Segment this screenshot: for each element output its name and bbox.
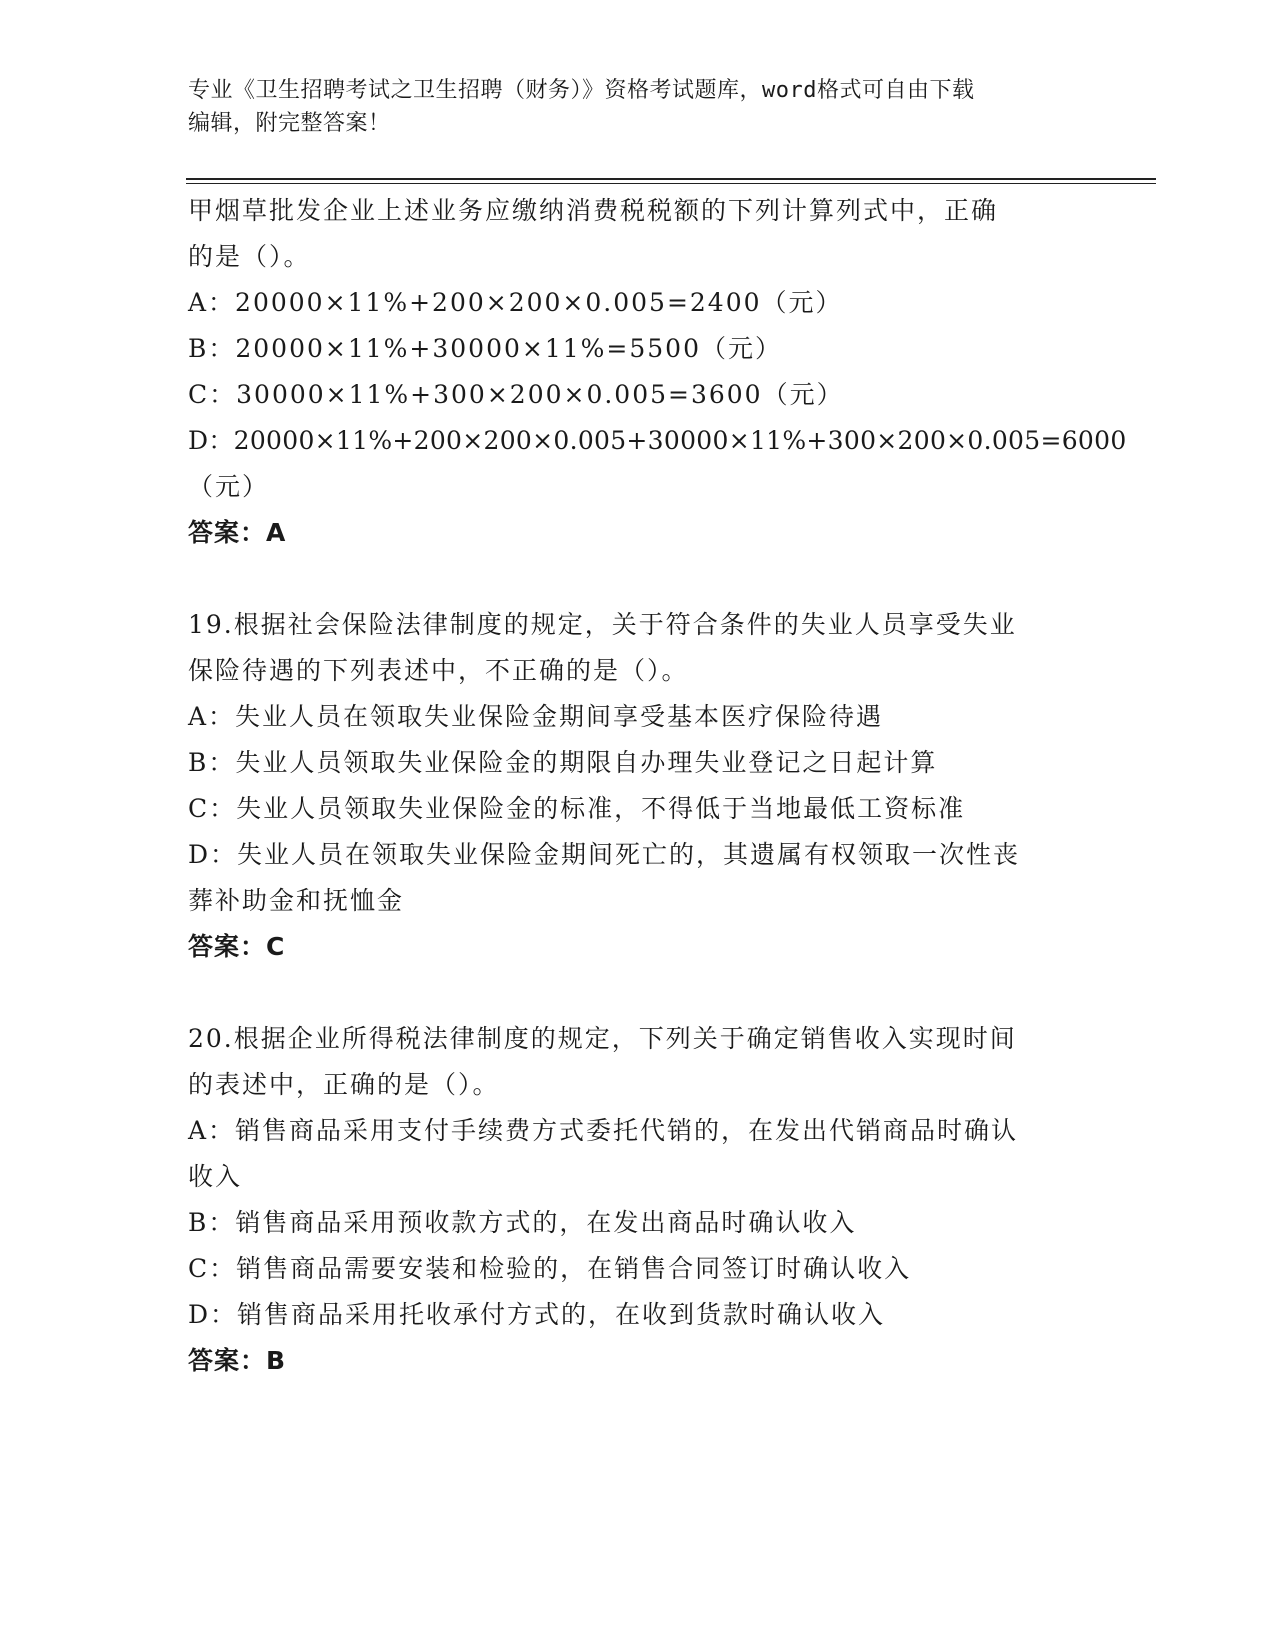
answer-label: 答案：C bbox=[188, 932, 286, 961]
option-a: A：失业人员在领取失业保险金期间享受基本医疗保险待遇 bbox=[188, 702, 884, 731]
option-a: A：20000×11%+200×200×0.005=2400（元） bbox=[188, 288, 843, 317]
question-stem: 甲烟草批发企业上述业务应缴纳消费税税额的下列计算列式中，正确 bbox=[188, 196, 999, 225]
previous-question-block bbox=[188, 188, 1127, 556]
question-content bbox=[188, 188, 1127, 1384]
question-stem: 保险待遇的下列表述中，不正确的是（）。 bbox=[188, 656, 689, 685]
option-d: D：20000×11%+200×200×0.005+30000×11%+300×200×0.005=6000 bbox=[188, 426, 1127, 455]
spacer bbox=[188, 556, 1078, 602]
option-c: C：失业人员领取失业保险金的标准，不得低于当地最低工资标准 bbox=[188, 794, 966, 823]
option-c: C：30000×11%+300×200×0.005=3600（元） bbox=[188, 380, 844, 409]
option-c: C：销售商品需要安装和检验的，在销售合同签订时确认收入 bbox=[188, 1254, 912, 1283]
option-d: D：销售商品采用托收承付方式的，在收到货款时确认收入 bbox=[188, 1300, 886, 1329]
option-d-continued: （元） bbox=[188, 472, 270, 501]
header-line-1: 专业《卫生招聘考试之卫生招聘（财务）》资格考试题库，word格式可自由下载 bbox=[188, 78, 975, 103]
question-20-block bbox=[188, 1016, 1078, 1384]
question-stem: 20.根据企业所得税法律制度的规定，下列关于确定销售收入实现时间 bbox=[188, 1024, 1017, 1053]
document-header bbox=[188, 74, 1068, 140]
option-b: B：失业人员领取失业保险金的期限自办理失业登记之日起计算 bbox=[188, 748, 938, 777]
answer-label: 答案：B bbox=[188, 1346, 287, 1375]
option-b: B：销售商品采用预收款方式的，在发出商品时确认收入 bbox=[188, 1208, 857, 1237]
answer-label: 答案：A bbox=[188, 518, 287, 547]
option-a-continued: 收入 bbox=[188, 1162, 243, 1191]
question-19-block bbox=[188, 602, 1078, 970]
option-b: B：20000×11%+30000×11%=5500（元） bbox=[188, 334, 782, 363]
question-stem: 的是（）。 bbox=[188, 242, 311, 271]
header-divider-thin bbox=[186, 183, 1156, 184]
header-line-2: 编辑，附完整答案！ bbox=[188, 111, 391, 136]
header-divider-thick bbox=[186, 178, 1156, 180]
spacer bbox=[188, 970, 1078, 1016]
option-d: D：失业人员在领取失业保险金期间死亡的，其遗属有权领取一次性丧 bbox=[188, 840, 1021, 869]
question-stem: 19.根据社会保险法律制度的规定，关于符合条件的失业人员享受失业 bbox=[188, 610, 1017, 639]
question-stem: 的表述中，正确的是（）。 bbox=[188, 1070, 500, 1099]
option-d-continued: 葬补助金和抚恤金 bbox=[188, 886, 405, 915]
option-a: A：销售商品采用支付手续费方式委托代销的，在发出代销商品时确认 bbox=[188, 1116, 1019, 1145]
